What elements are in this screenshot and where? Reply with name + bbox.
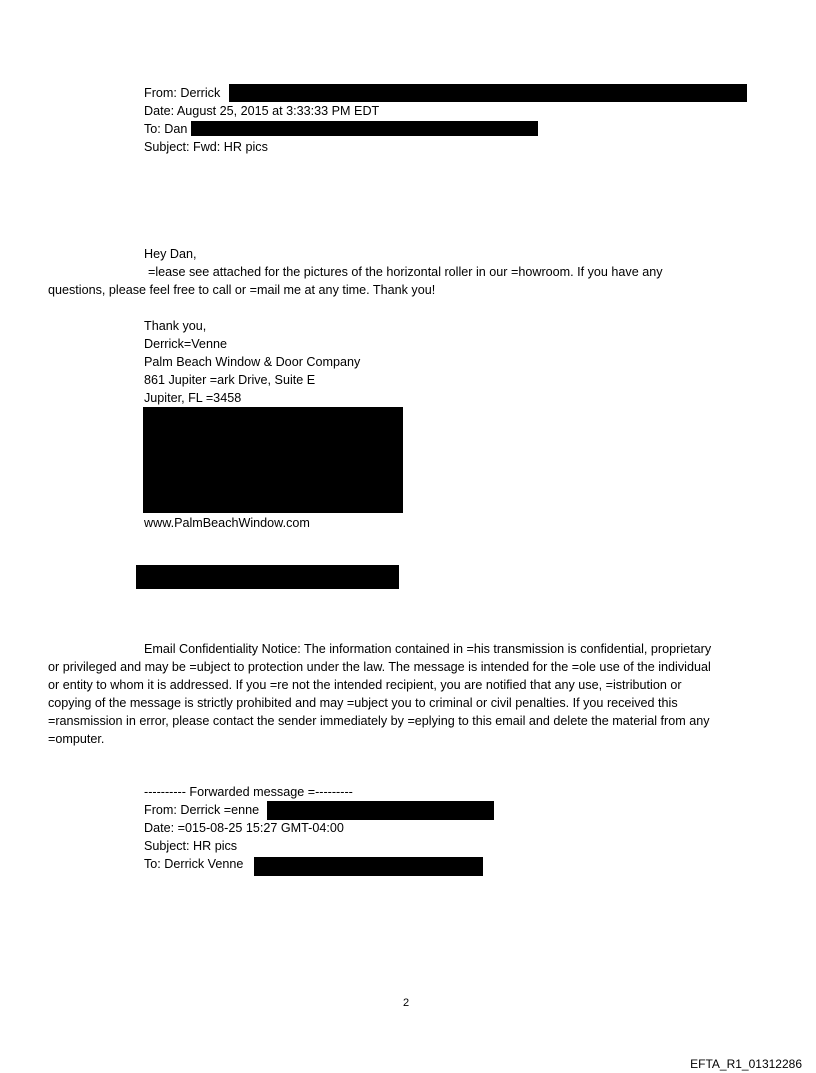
notice-line-1: Email Confidentiality Notice: The information contained in =his transmission is confidential, proprietary [144, 642, 712, 656]
forwarded-separator: ---------- Forwarded message =--------- [144, 785, 353, 799]
signature-name: Derrick=Venne [144, 337, 227, 351]
forwarded-date: Date: =015-08-25 15:27 GMT-04:00 [144, 821, 344, 835]
message-line-1: =lease see attached for the pictures of the horizontal roller in our =howroom. If you have any [148, 265, 663, 279]
notice-line-2: or privileged and may be =ubject to protection under the law. The message is intended for the =ole use of the individual [48, 660, 711, 674]
header-date: Date: August 25, 2015 at 3:33:33 PM EDT [144, 104, 380, 118]
signature-website: www.PalmBeachWindow.com [144, 516, 310, 530]
redaction-bar [191, 121, 538, 136]
greeting: Hey Dan, [144, 247, 197, 261]
redaction-bar [229, 84, 747, 102]
signature-address-2: Jupiter, FL =3458 [144, 391, 242, 405]
redaction-block [143, 407, 403, 513]
notice-line-6: =omputer. [48, 732, 105, 746]
notice-line-3: or entity to whom it is addressed. If you =re not the intended recipient, you are notified that any use, =istribution or [48, 678, 682, 692]
redaction-bar [267, 801, 494, 820]
signature-closing: Thank you, [144, 319, 207, 333]
header-subject: Subject: Fwd: HR pics [144, 140, 268, 154]
header-from: From: Derrick [144, 86, 221, 100]
signature-company: Palm Beach Window & Door Company [144, 355, 361, 369]
forwarded-to: To: Derrick Venne [144, 857, 244, 871]
header-to: To: Dan [144, 122, 188, 136]
message-line-2: questions, please feel free to call or =mail me at any time. Thank you! [48, 283, 436, 297]
redaction-bar [254, 857, 483, 876]
signature-address-1: 861 Jupiter =ark Drive, Suite E [144, 373, 316, 387]
notice-line-4: copying of the message is strictly prohibited and may =ubject you to criminal or civil penalties. If you received this [48, 696, 678, 710]
document-id: EFTA_R1_01312286 [690, 1057, 802, 1071]
page-number: 2 [403, 997, 410, 1009]
forwarded-from: From: Derrick =enne [144, 803, 260, 817]
redaction-bar [136, 565, 399, 589]
forwarded-subject: Subject: HR pics [144, 839, 238, 853]
notice-line-5: =ransmission in error, please contact the sender immediately by =eplying to this email and delete the material from any [48, 714, 710, 728]
